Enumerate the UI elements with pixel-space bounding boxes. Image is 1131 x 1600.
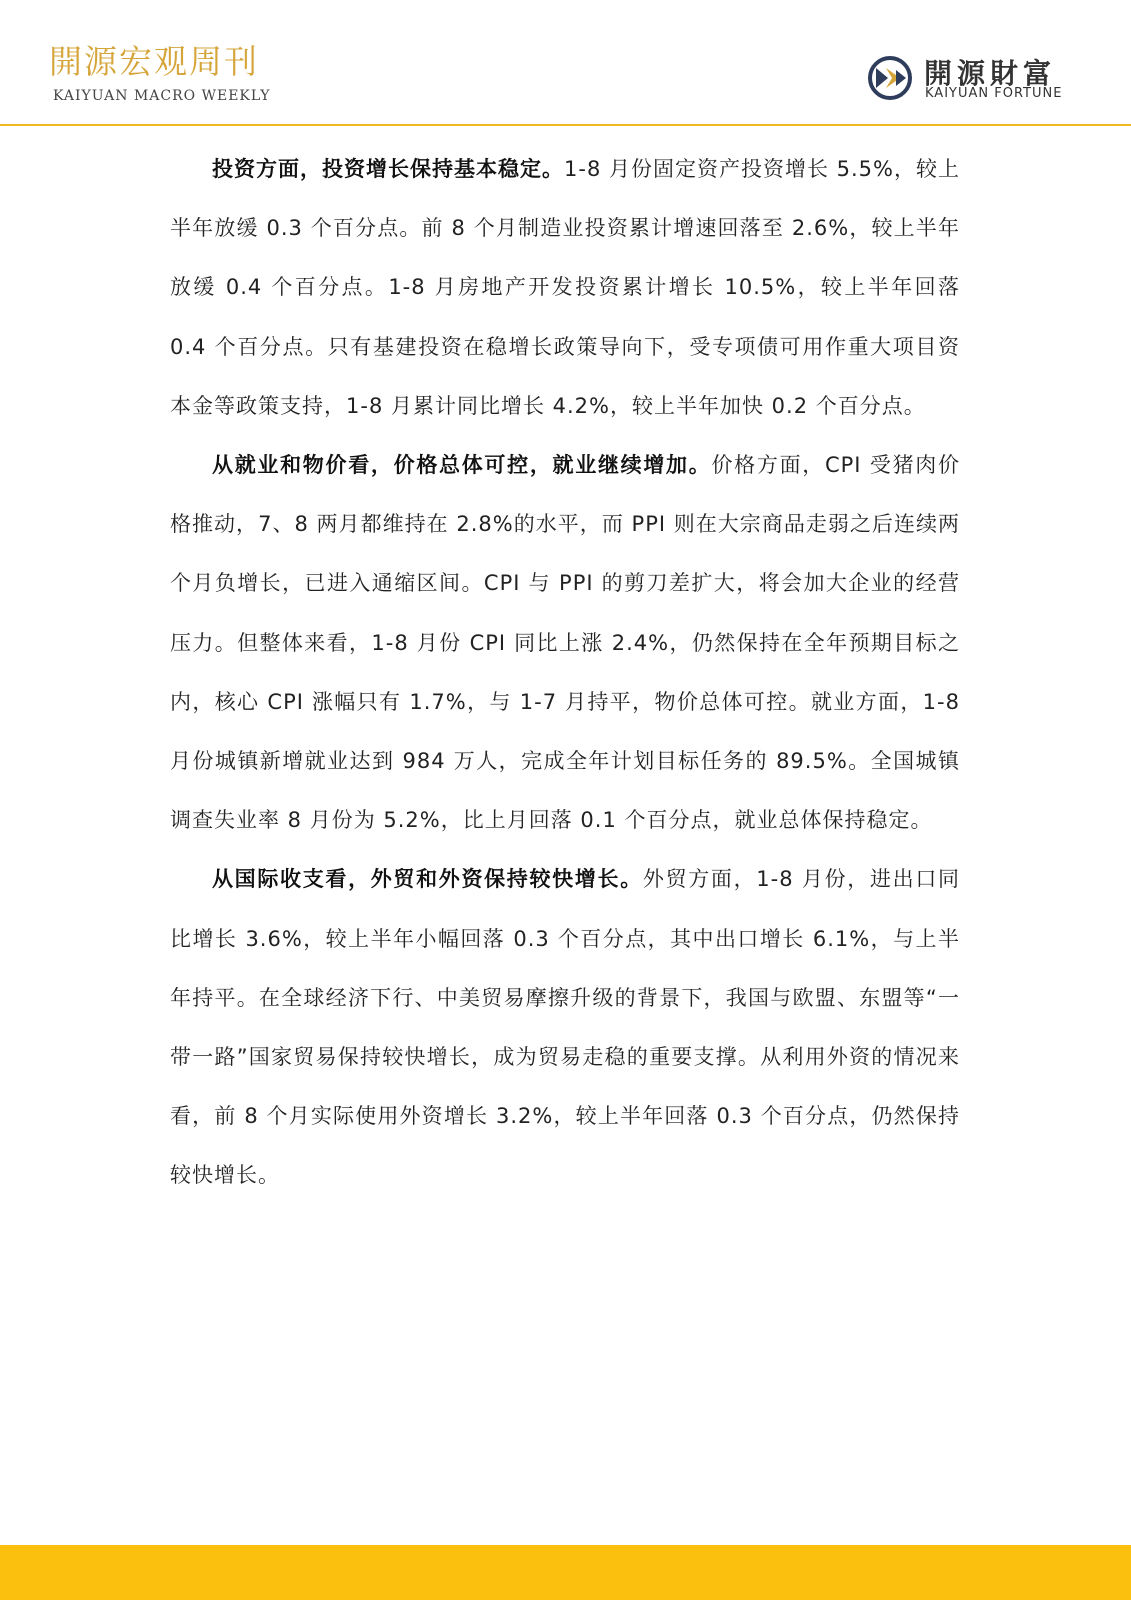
paragraph-text: 价格方面，CPI 受猪肉价格推动，7、8 两月都维持在 2.8%的水平，而 PPI 则在大宗商品走弱之后连续两个月负增长，已进入通缩区间。CPI 与 PPI 的剪刀差扩大，将会加大企业的经营压力。但整体来看，1-8 月份 CPI 同比上涨 2.4%，仍然保持在全年预期目标之内，核心 CPI 涨幅只有 1.7%，与 1-7 月持平，物价总体可控。就业方面，1-8 月份城镇新增就业达到 984 万人，完成全年计划目标任务的 89.5%。全国城镇调查失业率 8 月份为 5.2%，比上月回落 0.1 个百分点，就业总体保持稳定。: [170, 453, 960, 833]
logo-name-en: KAIYUAN FORTUNE: [925, 86, 1063, 101]
page-header: [0, 0, 1131, 126]
paragraph-lead: 从国际收支看，外贸和外资保持较快增长。: [212, 867, 643, 892]
paragraph-employment-prices: [170, 436, 960, 850]
paragraph-text: 1-8 月份固定资产投资增长 5.5%，较上半年放缓 0.3 个百分点。前 8 个月制造业投资累计增速回落至 2.6%，较上半年放缓 0.4 个百分点。1-8 月房地产开发投资累计增长 10.5%，较上半年回落 0.4 个百分点。只有基建投资在稳增长政策导向下，受专项债可用作重大项目资本金等政策支持，1-8 月累计同比增长 4.2%，较上半年加快 0.2 个百分点。: [170, 157, 960, 418]
paragraph-investment: [170, 140, 960, 436]
paragraph-international-payments: [170, 850, 960, 1205]
paragraph-text: 外贸方面，1-8 月份，进出口同比增长 3.6%，较上半年小幅回落 0.3 个百分点，其中出口增长 6.1%，与上半年持平。在全球经济下行、中美贸易摩擦升级的背景下，我国与欧盟、东盟等“一带一路”国家贸易保持较快增长，成为贸易走稳的重要支撑。从利用外资的情况来看，前 8 个月实际使用外资增长 3.2%，较上半年回落 0.3 个百分点，仍然保持较快增长。: [170, 867, 960, 1188]
paragraph-lead: 投资方面，投资增长保持基本稳定。: [212, 157, 564, 181]
logo-name-cn: 開源財富: [924, 57, 1057, 90]
article-body: [170, 140, 960, 1206]
publication-subtitle: KAIYUAN MACRO WEEKLY: [53, 88, 271, 104]
footer-bar: [0, 1545, 1131, 1600]
publication-title: 開源宏观周刊: [49, 42, 259, 81]
paragraph-lead: 从就业和物价看，价格总体可控，就业继续增加。: [212, 453, 712, 478]
company-logo: [866, 52, 1086, 104]
kaiyuan-logo-mark-icon: [866, 54, 914, 102]
header-divider: [0, 124, 1131, 126]
